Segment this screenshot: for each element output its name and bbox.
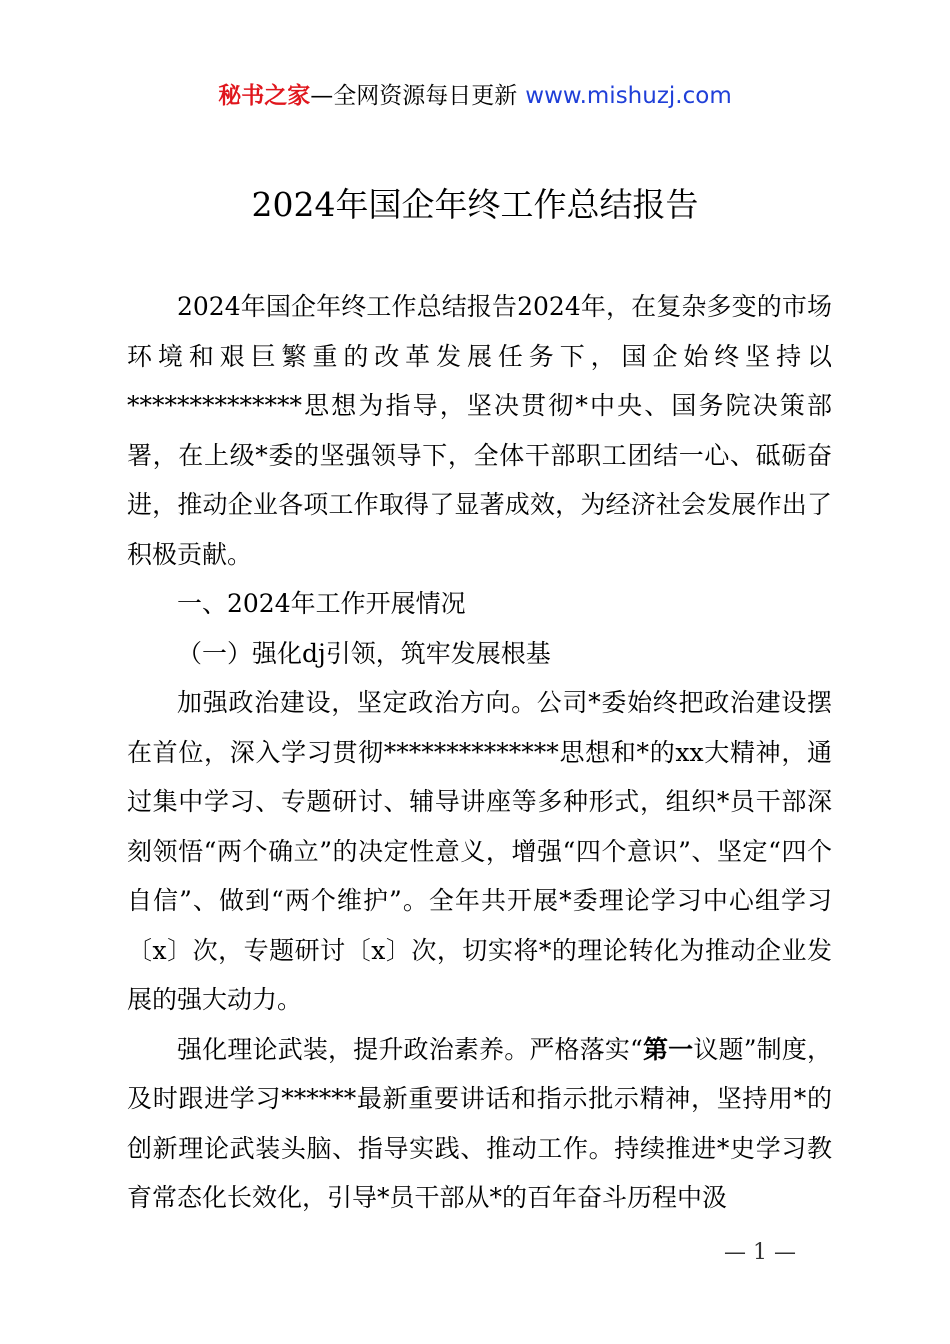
theory-text-end: 议题”制度，及时跟进学习******最新重要讲话和指示批示精神，坚持用*的创新理论武装头脑、指导实践、推动工作。持续推进*史学习教育常态化长效化，引导*员干部从*的百年奋斗历程中汲 — [127, 1034, 832, 1212]
header-tagline: —全网资源每日更新 — [310, 83, 518, 109]
document-body — [127, 282, 832, 1223]
theory-text-start: 强化理论武装，提升政治素养。严格落实“ — [177, 1034, 643, 1064]
subsection-heading: （一）强化dj引领，筑牢发展根基 — [177, 638, 551, 668]
theory-paragraph — [127, 1025, 832, 1223]
intro-paragraph: 2024年国企年终工作总结报告2024年，在复杂多变的市场环境和艰巨繁重的改革发展任务下，国企始终坚持以**************思想为指导，坚决贯彻*中央、国务院决策部署，在上级*委的坚强领导下，全体干部职工团结一心、砥砺奋进，推动企业各项工作取得了显著成效，为经济社会发展作出了积极贡献。 — [127, 292, 832, 569]
page-number: — 1 — — [724, 1240, 796, 1265]
political-building-paragraph: 加强政治建设，坚定政治方向。公司*委始终把政治建设摆在首位，深入学习贯彻**************思想和*的xx大精神，通过集中学习、专题研讨、辅导讲座等多种形式，组织*员干部深刻领悟“两个确立”的决定性意义，增强“四个意识”、坚定“四个自信”、做到“两个维护”。全年共开展*委理论学习中心组学习〔x〕次，专题研讨〔x〕次，切实将*的理论转化为推动企业发展的强大动力。 — [127, 688, 832, 1014]
brand-name: 秘书之家 — [218, 83, 311, 109]
theory-bold-text: 第一 — [642, 1034, 694, 1064]
website-link[interactable]: www.mishuzj.com — [525, 83, 732, 109]
document-title: 2024年国企年终工作总结报告 — [251, 185, 699, 224]
section-heading: 一、2024年工作开展情况 — [177, 589, 466, 618]
site-header — [0, 80, 950, 112]
